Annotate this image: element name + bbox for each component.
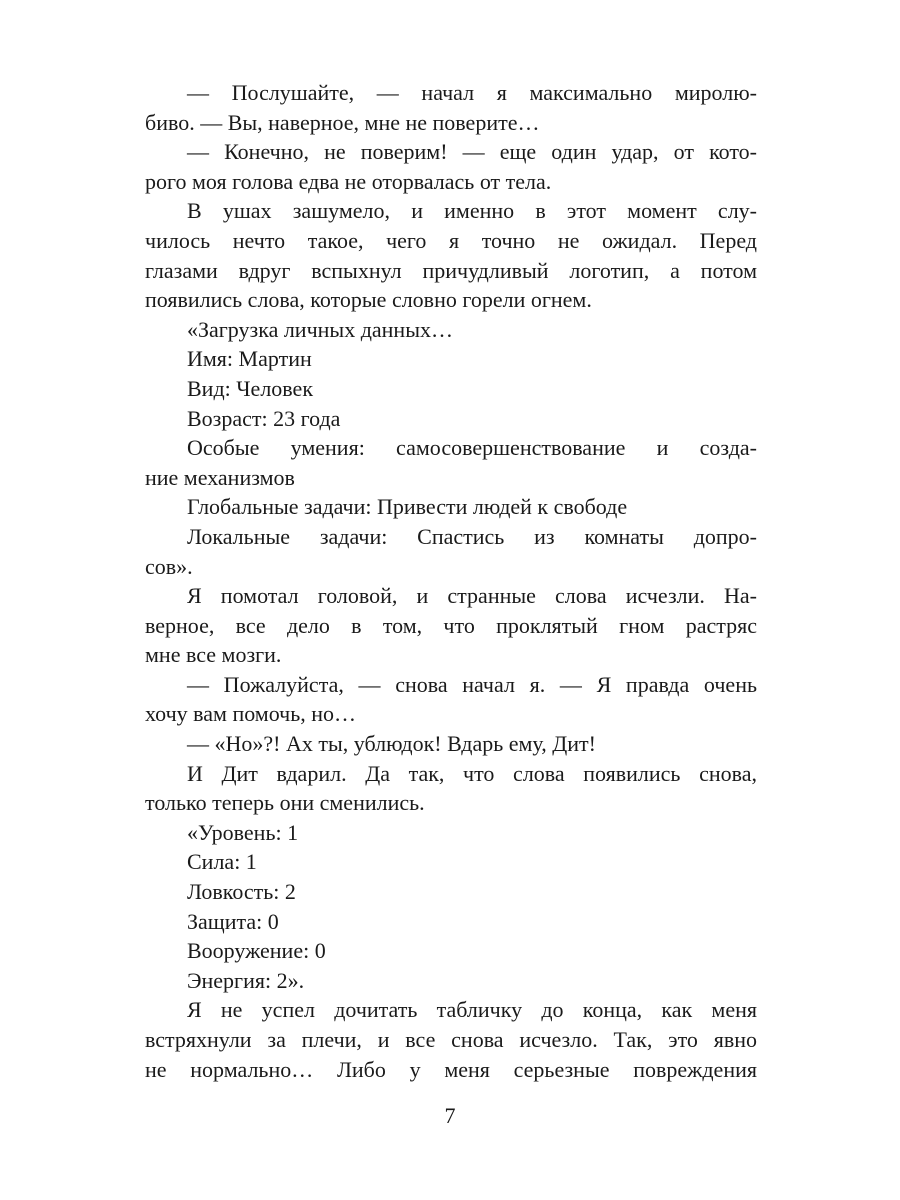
page-number: 7 [444,1103,456,1128]
text-line: Защита: 0 [187,908,279,934]
text-line: Я помотал головой, и странные слова исчезли. На- [187,583,757,609]
text-line: Вооружение: 0 [187,938,326,964]
text-line: — Конечно, не поверим! — еще один удар, от кото- [187,139,757,165]
text-line: только теперь они сменились. [145,790,425,816]
text-line: биво. — Вы, наверное, мне не поверите… [145,109,540,135]
text-line: «Загрузка личных данных… [187,316,453,342]
text-line: «Уровень: 1 [187,819,299,845]
text-line: Глобальные задачи: Привести людей к свободе [187,494,628,520]
text-line: сов». [145,553,193,579]
text-line: появились слова, которые словно горели огнем. [145,287,592,313]
text-line: Я не успел дочитать табличку до конца, как меня [187,997,757,1023]
text-line: — «Но»?! Ах ты, ублюдок! Вдарь ему, Дит! [187,731,596,757]
text-line: ние механизмов [145,464,295,490]
text-line: И Дит вдарил. Да так, что слова появились снова, [187,760,757,786]
text-line: Особые умения: самосовершенствование и созда- [187,435,757,461]
text-line: рого моя голова едва не оторвалась от тела. [145,168,552,194]
text-line: верное, все дело в том, что проклятый гном растряс [145,612,757,638]
text-line: — Послушайте, — начал я максимально миролю- [187,80,757,105]
text-line: Энергия: 2». [187,967,305,993]
text-line: не нормально… Либо у меня серьезные повреждения [145,1056,757,1082]
text-line: Ловкость: 2 [187,879,296,905]
text-line: чилось нечто такое, чего я точно не ожидал. Перед [145,227,757,253]
text-line: мне все мозги. [145,642,282,668]
text-line: хочу вам помочь, но… [145,701,357,727]
text-line: — Пожалуйста, — снова начал я. — Я правда очень [187,671,757,697]
text-line: Имя: Мартин [187,346,312,372]
text-line: Локальные задачи: Спастись из комнаты допро- [187,523,757,549]
text-line: В ушах зашумело, и именно в этот момент слу- [187,198,757,224]
text-line: Вид: Человек [187,375,314,401]
text-line: встряхнули за плечи, и все снова исчезло. Так, это явно [145,1027,757,1052]
text-line: Возраст: 23 года [187,405,341,431]
page-body-text [145,78,757,1084]
text-line: Сила: 1 [187,849,257,875]
text-line: глазами вдруг вспыхнул причудливый логотип, а потом [145,257,757,283]
